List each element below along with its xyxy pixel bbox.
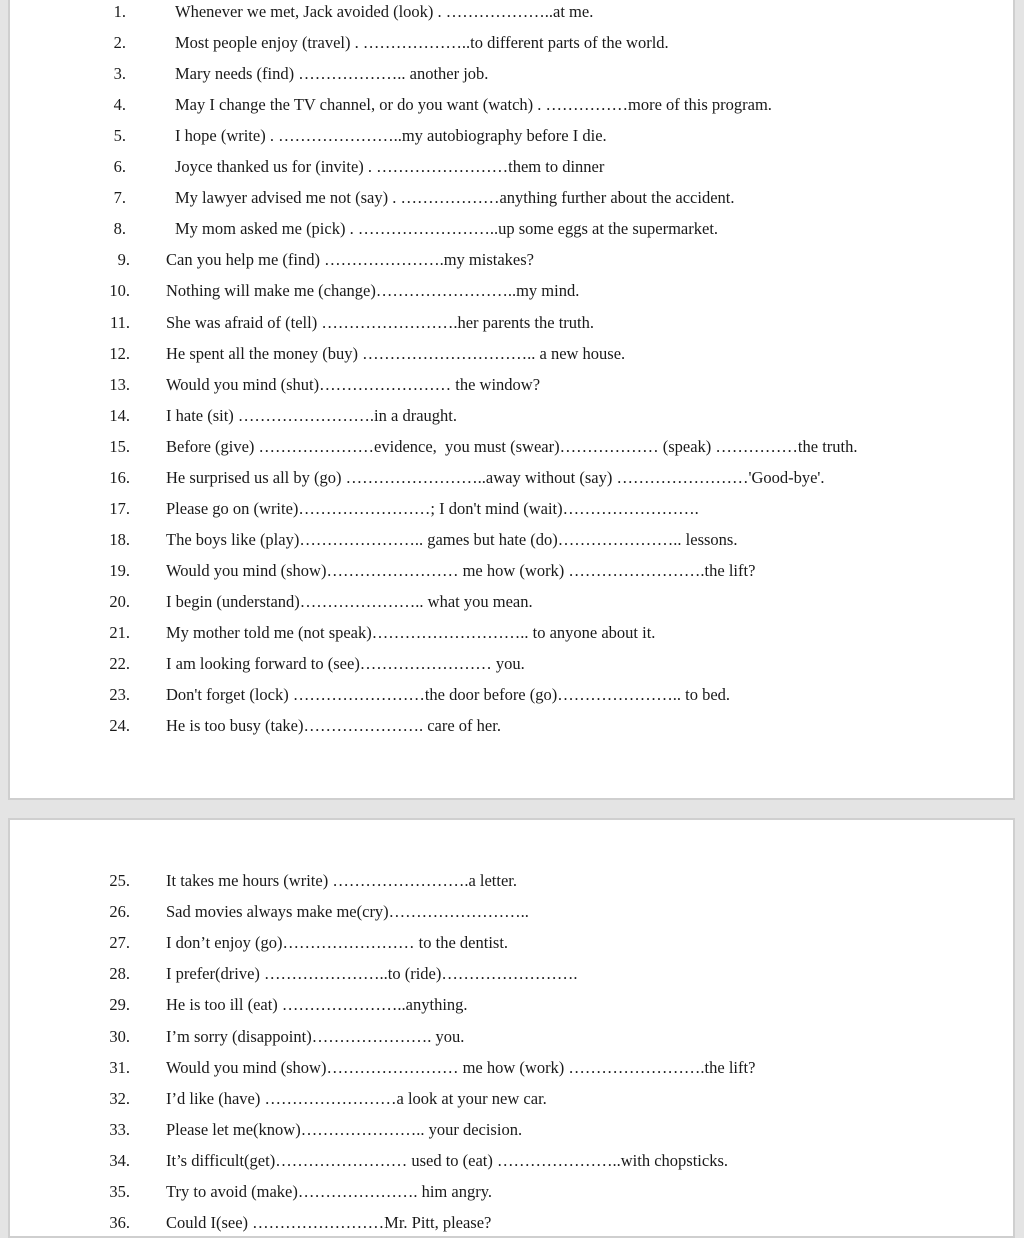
exercise-item	[10, 964, 1000, 986]
item-sentence: Would you mind (shut)…………………… the window?	[166, 374, 541, 394]
item-number: 18.	[109, 529, 130, 549]
item-sentence: Before (give) …………………evidence, you must (swear)……………… (speak) ……………the truth.	[166, 436, 858, 456]
exercise-item	[10, 933, 1000, 955]
exercise-item	[10, 33, 1000, 55]
item-sentence: It’s difficult(get)…………………… used to (eat) …………………..with chopsticks.	[166, 1150, 728, 1170]
exercise-item	[10, 1213, 1000, 1235]
exercise-item	[10, 530, 1000, 552]
item-number: 17.	[109, 498, 130, 518]
item-sentence: Mary needs (find) ……………….. another job.	[175, 64, 489, 84]
item-number: 19.	[109, 560, 130, 580]
item-number: 9.	[117, 250, 130, 270]
item-number: 7.	[113, 188, 126, 208]
item-sentence: May I change the TV channel, or do you want (watch) . ……………more of this program.	[175, 95, 772, 115]
exercise-item	[10, 995, 1000, 1017]
exercise-item	[10, 375, 1000, 397]
exercise-item	[10, 1151, 1000, 1173]
item-sentence: Could I(see) ……………………Mr. Pitt, please?	[166, 1213, 492, 1233]
item-number: 31.	[109, 1057, 130, 1077]
item-number: 32.	[109, 1088, 130, 1108]
item-number: 11.	[109, 312, 130, 332]
item-number: 2.	[113, 33, 126, 53]
item-sentence: She was afraid of (tell) …………………….her parents the truth.	[166, 312, 594, 332]
exercise-item	[10, 313, 1000, 335]
worksheet-page-1	[8, 0, 1015, 800]
exercise-item	[10, 1120, 1000, 1142]
exercise-item	[10, 219, 1000, 241]
exercise-item	[10, 250, 1000, 272]
item-sentence: I begin (understand)………………….. what you mean.	[166, 591, 533, 611]
item-sentence: Nothing will make me (change)……………………..my mind.	[166, 281, 580, 301]
item-number: 35.	[109, 1182, 130, 1201]
item-sentence: He is too ill (eat) …………………..anything.	[166, 995, 468, 1015]
item-sentence: Sad movies always make me(cry)……………………..	[166, 902, 529, 922]
item-number: 30.	[109, 1026, 130, 1046]
item-sentence: Don't forget (lock) ……………………the door before (go)………………….. to bed.	[166, 685, 731, 705]
item-number: 14.	[109, 405, 130, 425]
item-sentence: It takes me hours (write) …………………….a letter.	[166, 871, 518, 890]
item-sentence: Most people enjoy (travel) . ………………..to different parts of the world.	[175, 33, 669, 53]
item-number: 12.	[109, 343, 130, 363]
item-sentence: He surprised us all by (go) ……………………..away without (say) ……………………'Good-bye'.	[166, 467, 825, 487]
item-number: 24.	[109, 716, 130, 736]
item-number: 28.	[109, 964, 130, 984]
item-sentence: I’d like (have) ……………………a look at your new car.	[166, 1088, 547, 1108]
exercise-item	[10, 716, 1000, 738]
item-number: 26.	[109, 902, 130, 922]
exercise-item	[10, 685, 1000, 707]
exercise-item	[10, 623, 1000, 645]
item-number: 34.	[109, 1150, 130, 1170]
exercise-item	[10, 157, 1000, 179]
item-sentence: Please let me(know)………………….. your decision.	[166, 1119, 523, 1139]
item-sentence: I hate (sit) …………………….in a draught.	[166, 405, 457, 425]
item-number: 15.	[109, 436, 130, 456]
item-sentence: He spent all the money (buy) ………………………….. a new house.	[166, 343, 626, 363]
exercise-item	[10, 871, 1000, 893]
item-number: 20.	[109, 591, 130, 611]
item-number: 33.	[109, 1119, 130, 1139]
exercise-item	[10, 437, 1000, 459]
item-sentence: Try to avoid (make)…………………. him angry.	[166, 1182, 492, 1201]
exercise-item	[10, 902, 1000, 924]
exercise-item	[10, 561, 1000, 583]
item-sentence: Would you mind (show)…………………… me how (work) …………………….the lift?	[166, 1057, 756, 1077]
exercise-item	[10, 281, 1000, 303]
exercise-item	[10, 499, 1000, 521]
item-sentence: I prefer(drive) …………………..to (ride)…………………….	[166, 964, 578, 984]
worksheet-page-2	[8, 818, 1015, 1238]
item-number: 16.	[109, 467, 130, 487]
item-number: 21.	[109, 623, 130, 642]
item-sentence: I’m sorry (disappoint)…………………. you.	[166, 1026, 465, 1046]
exercise-item	[10, 654, 1000, 676]
item-sentence: The boys like (play)………………….. games but hate (do)………………….. lessons.	[166, 529, 738, 549]
item-sentence: My mother told me (not speak)……………………….. to anyone about it.	[166, 623, 656, 642]
item-sentence: I am looking forward to (see)…………………… you.	[166, 654, 525, 674]
exercise-item	[10, 592, 1000, 614]
item-sentence: I don’t enjoy (go)…………………… to the dentist.	[166, 933, 509, 953]
exercise-item	[10, 95, 1000, 117]
exercise-item	[10, 126, 1000, 148]
exercise-item	[10, 188, 1000, 210]
item-sentence: My mom asked me (pick) . ……………………..up some eggs at the supermarket.	[175, 219, 719, 239]
exercise-item	[10, 1027, 1000, 1049]
exercise-item	[10, 1182, 1000, 1204]
exercise-item	[10, 64, 1000, 86]
item-number: 8.	[113, 219, 126, 239]
item-sentence: He is too busy (take)…………………. care of her.	[166, 716, 501, 736]
item-number: 25.	[109, 871, 130, 890]
item-number: 1.	[113, 2, 126, 21]
item-number: 29.	[109, 995, 130, 1015]
item-number: 23.	[109, 685, 130, 705]
item-number: 13.	[109, 374, 130, 394]
item-sentence: I hope (write) . …………………..my autobiography before I die.	[175, 126, 607, 146]
exercise-item	[10, 2, 1000, 24]
item-number: 10.	[109, 281, 130, 301]
item-number: 6.	[113, 157, 126, 177]
item-sentence: Joyce thanked us for (invite) . ……………………them to dinner	[175, 157, 605, 177]
item-number: 27.	[109, 933, 130, 953]
exercise-item	[10, 468, 1000, 490]
item-sentence: Please go on (write)……………………; I don't mind (wait)…………………….	[166, 498, 699, 518]
item-number: 5.	[113, 126, 126, 146]
item-sentence: My lawyer advised me not (say) . ………………anything further about the accident.	[175, 188, 735, 208]
item-sentence: Would you mind (show)…………………… me how (work) …………………….the lift?	[166, 560, 756, 580]
item-sentence: Can you help me (find) ………………….my mistakes?	[166, 250, 534, 270]
item-number: 36.	[109, 1213, 130, 1233]
item-number: 22.	[109, 654, 130, 674]
item-number: 4.	[113, 95, 126, 115]
exercise-item	[10, 344, 1000, 366]
exercise-item	[10, 1089, 1000, 1111]
item-number: 3.	[113, 64, 126, 84]
exercise-item	[10, 406, 1000, 428]
item-sentence: Whenever we met, Jack avoided (look) . ………………..at me.	[175, 2, 594, 21]
exercise-item	[10, 1058, 1000, 1080]
